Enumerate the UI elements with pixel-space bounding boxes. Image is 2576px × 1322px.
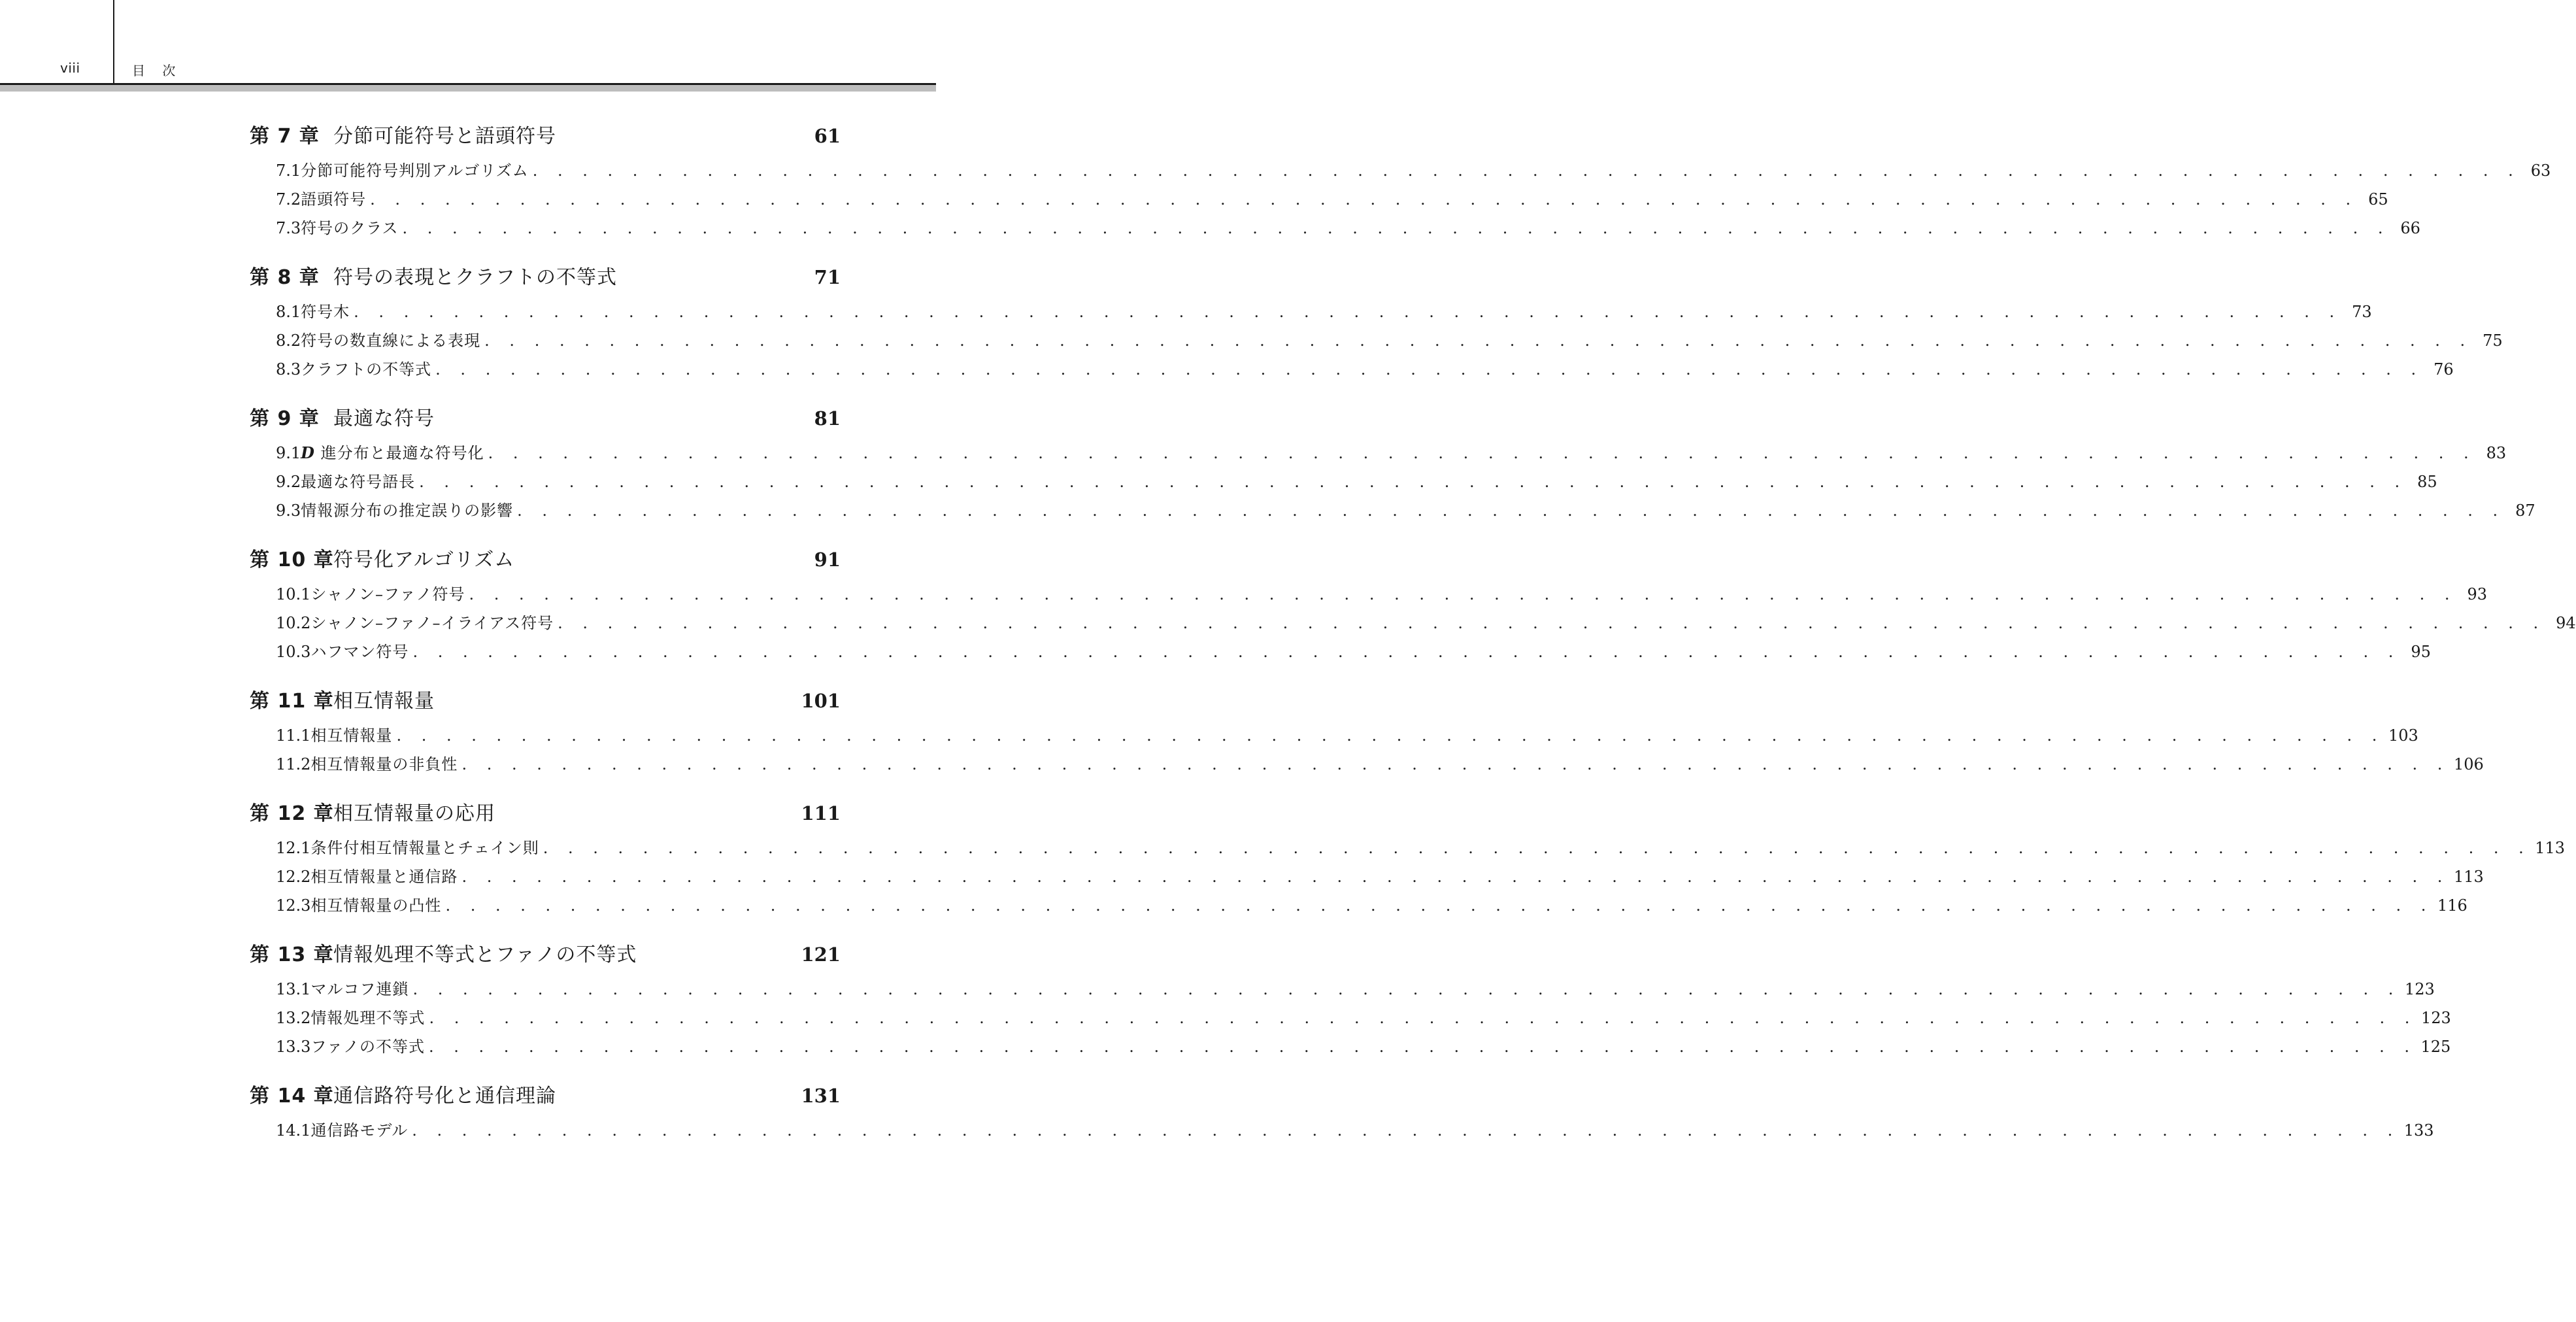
toc-chapter [250, 685, 2484, 780]
dot-leader: . . . . . . . . . . . . . . . . . . . . . . . . . . . . . . . . . . . . . . . . . . . . . . . . . . . . . . . . . . . . . . . . . . . . . . . . . . . . . . . . [488, 444, 2477, 462]
toc-section-entry[interactable] [276, 215, 2420, 244]
section-title-text: 相互情報量の非負性 [310, 755, 458, 773]
chapter-page-number: 61 [814, 125, 841, 147]
chapter-number: 第 11 章 [250, 690, 334, 713]
toc-chapter [250, 797, 2566, 921]
section-page-number: 63 [2530, 161, 2551, 180]
running-title: 目 次 [132, 63, 182, 78]
dot-leader: . . . . . . . . . . . . . . . . . . . . . . . . . . . . . . . . . . . . . . . . . . . . . . . . . . . . . . . . . . . . . . . . . . . . . . . . . . . . . . . . [543, 839, 2532, 857]
section-list [250, 290, 2503, 385]
toc-section-entry[interactable] [276, 976, 2435, 1005]
section-title [301, 299, 350, 322]
section-number: 14.1 [276, 1121, 311, 1140]
section-list [250, 148, 2551, 244]
chapter-number: 第 12 章 [250, 802, 334, 825]
section-number: 10.2 [276, 614, 311, 632]
section-title [301, 440, 484, 463]
chapter-heading[interactable] [250, 938, 841, 967]
chapter-page-number: 131 [801, 1085, 841, 1107]
section-page-number: 116 [2437, 896, 2467, 915]
section-title-text: クラフトの不等式 [301, 360, 432, 379]
section-title-text: ファノの不等式 [310, 1038, 425, 1056]
section-title [310, 610, 554, 633]
section-title [310, 835, 539, 858]
section-title [310, 751, 458, 774]
section-number: 9.3 [276, 501, 301, 520]
section-number: 8.1 [276, 303, 301, 321]
section-title [310, 864, 458, 887]
dot-leader: . . . . . . . . . . . . . . . . . . . . . . . . . . . . . . . . . . . . . . . . . . . . . . . . . . . . . . . . . . . . . . . . . . . . . . . . . . . . . . . . [461, 868, 2450, 886]
section-page-number: 73 [2352, 303, 2372, 321]
chapter-page-number: 121 [801, 943, 841, 966]
section-title [301, 328, 480, 350]
page-folio: viii [60, 60, 80, 76]
chapter-number: 第 8 章 [250, 266, 320, 289]
section-title-text: 符号木 [301, 303, 350, 321]
chapter-heading[interactable] [250, 402, 841, 431]
section-title-text: シャノン–ファノ符号 [310, 585, 465, 603]
chapter-title: 通信路符号化と通信理論 [333, 1085, 556, 1108]
chapter-page-number: 101 [801, 690, 841, 712]
section-number: 7.2 [276, 190, 301, 209]
section-title [301, 356, 431, 379]
toc-section-entry[interactable] [276, 1034, 2451, 1062]
running-header [0, 0, 936, 92]
chapter-page-number: 71 [814, 266, 841, 288]
section-page-number: 93 [2467, 585, 2488, 603]
section-title [301, 186, 366, 209]
section-page-number: 66 [2400, 219, 2420, 237]
section-page-number: 75 [2483, 331, 2503, 350]
section-title [301, 469, 415, 492]
chapter-title: 相互情報量 [333, 690, 435, 713]
dot-leader: . . . . . . . . . . . . . . . . . . . . . . . . . . . . . . . . . . . . . . . . . . . . . . . . . . . . . . . . . . . . . . . . . . . . . . . . . . . . . . . . [419, 473, 2407, 491]
dot-leader: . . . . . . . . . . . . . . . . . . . . . . . . . . . . . . . . . . . . . . . . . . . . . . . . . . . . . . . . . . . . . . . . . . . . . . . . . . . . . . . . [354, 303, 2342, 321]
section-title-text: 通信路モデル [310, 1121, 409, 1140]
section-number: 10.1 [276, 585, 311, 603]
section-page-number: 76 [2434, 360, 2454, 379]
dot-leader: . . . . . . . . . . . . . . . . . . . . . . . . . . . . . . . . . . . . . . . . . . . . . . . . . . . . . . . . . . . . . . . . . . . . . . . . . . . . . . . . [412, 1121, 2400, 1140]
section-number: 8.2 [276, 331, 301, 350]
section-title-text: 相互情報量の凸性 [310, 896, 442, 915]
section-page-number: 113 [2453, 868, 2484, 886]
toc-section-entry[interactable] [276, 581, 2488, 610]
chapter-title: 分節可能符号と語頭符号 [333, 125, 556, 148]
dot-leader: . . . . . . . . . . . . . . . . . . . . . . . . . . . . . . . . . . . . . . . . . . . . . . . . . . . . . . . . . . . . . . . . . . . . . . . . . . . . . . . . [461, 755, 2450, 773]
toc-section-entry[interactable] [276, 610, 2576, 639]
section-title-text: 分節可能符号判別アルゴリズム [301, 161, 529, 180]
section-list [250, 826, 2566, 921]
section-title [310, 976, 409, 999]
section-page-number: 106 [2453, 755, 2484, 773]
section-title-text: 最適な符号語長 [301, 473, 416, 491]
section-page-number: 113 [2535, 839, 2566, 857]
toc-chapter [250, 938, 2451, 1062]
dot-leader: . . . . . . . . . . . . . . . . . . . . . . . . . . . . . . . . . . . . . . . . . . . . . . . . . . . . . . . . . . . . . . . . . . . . . . . . . . . . . . . . [396, 726, 2384, 745]
header-shade-band [0, 85, 936, 92]
dot-leader: . . . . . . . . . . . . . . . . . . . . . . . . . . . . . . . . . . . . . . . . . . . . . . . . . . . . . . . . . . . . . . . . . . . . . . . . . . . . . . . . [484, 331, 2473, 350]
toc-chapter [250, 1079, 2434, 1146]
chapter-title: 最適な符号 [333, 407, 435, 430]
toc-section-entry[interactable] [276, 440, 2507, 469]
chapter-heading[interactable] [250, 120, 841, 148]
dot-leader: . . . . . . . . . . . . . . . . . . . . . . . . . . . . . . . . . . . . . . . . . . . . . . . . . . . . . . . . . . . . . . . . . . . . . . . . . . . . . . . . [402, 219, 2390, 237]
section-page-number: 103 [2388, 726, 2418, 745]
section-page-number: 83 [2486, 444, 2507, 462]
section-title [310, 639, 409, 662]
toc-section-entry[interactable] [276, 835, 2566, 864]
section-title [310, 1117, 408, 1140]
section-title-text: 相互情報量と通信路 [310, 868, 458, 886]
toc-section-entry[interactable] [276, 864, 2484, 892]
section-number: 9.2 [276, 473, 301, 491]
section-list [250, 1108, 2434, 1146]
toc-section-entry[interactable] [276, 328, 2503, 356]
toc-chapter [250, 402, 2535, 526]
section-title-text: 情報源分布の推定誤りの影響 [301, 501, 514, 520]
header-vertical-rule [113, 0, 114, 84]
math-symbol: D [301, 443, 315, 462]
section-number: 8.3 [276, 360, 301, 379]
chapter-page-number: 91 [814, 549, 841, 571]
chapter-number: 第 13 章 [250, 943, 334, 966]
section-title [301, 215, 398, 238]
chapter-heading[interactable] [250, 543, 841, 572]
chapter-page-number: 81 [814, 407, 841, 430]
section-title-text: 情報処理不等式 [310, 1009, 426, 1027]
section-number: 13.2 [276, 1009, 311, 1027]
toc-section-entry[interactable] [276, 1117, 2434, 1146]
section-page-number: 65 [2368, 190, 2388, 209]
dot-leader: . . . . . . . . . . . . . . . . . . . . . . . . . . . . . . . . . . . . . . . . . . . . . . . . . . . . . . . . . . . . . . . . . . . . . . . . . . . . . . . . [370, 190, 2358, 209]
section-page-number: 85 [2417, 473, 2437, 491]
section-title [310, 892, 441, 915]
toc-section-entry[interactable] [276, 356, 2454, 385]
section-number: 13.1 [276, 980, 311, 998]
section-number: 11.2 [276, 755, 311, 773]
dot-leader: . . . . . . . . . . . . . . . . . . . . . . . . . . . . . . . . . . . . . . . . . . . . . . . . . . . . . . . . . . . . . . . . . . . . . . . . . . . . . . . . [429, 1009, 2417, 1027]
section-title-text: 符号の数直線による表現 [301, 331, 481, 350]
section-page-number: 95 [2411, 643, 2431, 661]
section-number: 9.1 [276, 444, 301, 462]
dot-leader: . . . . . . . . . . . . . . . . . . . . . . . . . . . . . . . . . . . . . . . . . . . . . . . . . . . . . . . . . . . . . . . . . . . . . . . . . . . . . . . . [412, 980, 2401, 998]
dot-leader: . . . . . . . . . . . . . . . . . . . . . . . . . . . . . . . . . . . . . . . . . . . . . . . . . . . . . . . . . . . . . . . . . . . . . . . . . . . . . . . . [445, 896, 2434, 915]
section-number: 12.1 [276, 839, 311, 857]
section-list [250, 713, 2484, 780]
chapter-title: 相互情報量の応用 [333, 802, 495, 825]
section-number: 12.3 [276, 896, 311, 915]
section-title-text: シャノン–ファノ–イライアス符号 [310, 614, 554, 632]
chapter-heading[interactable] [250, 685, 841, 713]
dot-leader: . . . . . . . . . . . . . . . . . . . . . . . . . . . . . . . . . . . . . . . . . . . . . . . . . . . . . . . . . . . . . . . . . . . . . . . . . . . . . . . . [517, 501, 2505, 520]
toc-section-entry[interactable] [276, 158, 2551, 186]
chapter-heading[interactable] [250, 261, 841, 290]
section-page-number: 94 [2556, 614, 2576, 632]
section-page-number: 87 [2515, 501, 2535, 520]
toc-section-entry[interactable] [276, 299, 2372, 328]
section-title [301, 498, 513, 520]
section-page-number: 133 [2403, 1121, 2434, 1140]
section-number: 13.3 [276, 1038, 311, 1056]
dot-leader: . . . . . . . . . . . . . . . . . . . . . . . . . . . . . . . . . . . . . . . . . . . . . . . . . . . . . . . . . . . . . . . . . . . . . . . . . . . . . . . . [435, 360, 2424, 379]
section-title [310, 1005, 425, 1028]
chapter-heading[interactable] [250, 797, 841, 826]
section-list [250, 967, 2451, 1062]
section-title-text: ハフマン符号 [310, 643, 409, 661]
toc-section-entry[interactable] [276, 722, 2418, 751]
chapter-page-number: 111 [801, 802, 841, 824]
section-title-text: 符号のクラス [301, 219, 399, 237]
toc-chapter [250, 120, 2551, 244]
dot-leader: . . . . . . . . . . . . . . . . . . . . . . . . . . . . . . . . . . . . . . . . . . . . . . . . . . . . . . . . . . . . . . . . . . . . . . . . . . . . . . . . [428, 1038, 2417, 1056]
toc-section-entry[interactable] [276, 892, 2467, 921]
section-page-number: 123 [2420, 1009, 2451, 1027]
section-page-number: 125 [2420, 1038, 2451, 1056]
table-of-contents [250, 120, 2576, 1163]
dot-leader: . . . . . . . . . . . . . . . . . . . . . . . . . . . . . . . . . . . . . . . . . . . . . . . . . . . . . . . . . . . . . . . . . . . . . . . . . . . . . . . . [469, 585, 2458, 603]
section-title [310, 722, 392, 745]
section-title-text: マルコフ連鎖 [310, 980, 409, 998]
section-list [250, 572, 2576, 668]
section-title-text: 進分布と最適な符号化 [320, 444, 484, 462]
section-number: 12.2 [276, 868, 311, 886]
chapter-number: 第 14 章 [250, 1085, 334, 1108]
chapter-number: 第 9 章 [250, 407, 320, 430]
dot-leader: . . . . . . . . . . . . . . . . . . . . . . . . . . . . . . . . . . . . . . . . . . . . . . . . . . . . . . . . . . . . . . . . . . . . . . . . . . . . . . . . [558, 614, 2546, 632]
section-number: 10.3 [276, 643, 311, 661]
section-title-text: 語頭符号 [301, 190, 367, 209]
section-title [310, 581, 465, 604]
toc-section-entry[interactable] [276, 639, 2431, 668]
section-title-text: 条件付相互情報量とチェイン則 [310, 839, 539, 857]
toc-section-entry[interactable] [276, 469, 2437, 498]
chapter-title: 符号化アルゴリズム [333, 549, 515, 571]
dot-leader: . . . . . . . . . . . . . . . . . . . . . . . . . . . . . . . . . . . . . . . . . . . . . . . . . . . . . . . . . . . . . . . . . . . . . . . . . . . . . . . . [532, 161, 2521, 180]
dot-leader: . . . . . . . . . . . . . . . . . . . . . . . . . . . . . . . . . . . . . . . . . . . . . . . . . . . . . . . . . . . . . . . . . . . . . . . . . . . . . . . . [412, 643, 2401, 661]
section-title [301, 158, 529, 180]
section-number: 11.1 [276, 726, 311, 745]
toc-chapter [250, 261, 2503, 385]
chapter-number: 第 10 章 [250, 549, 334, 571]
section-page-number: 123 [2404, 980, 2435, 998]
toc-chapter [250, 543, 2576, 668]
section-list [250, 431, 2535, 526]
toc-section-entry[interactable] [276, 186, 2388, 215]
chapter-title: 情報処理不等式とファノの不等式 [333, 943, 637, 966]
section-number: 7.3 [276, 219, 301, 237]
chapter-title: 符号の表現とクラフトの不等式 [333, 266, 617, 289]
section-number: 7.1 [276, 161, 301, 180]
toc-section-entry[interactable] [276, 751, 2484, 780]
toc-section-entry[interactable] [276, 498, 2535, 526]
chapter-number: 第 7 章 [250, 125, 320, 148]
section-title [310, 1034, 425, 1057]
section-title-text: 相互情報量 [310, 726, 393, 745]
chapter-heading[interactable] [250, 1079, 841, 1108]
toc-section-entry[interactable] [276, 1005, 2451, 1034]
